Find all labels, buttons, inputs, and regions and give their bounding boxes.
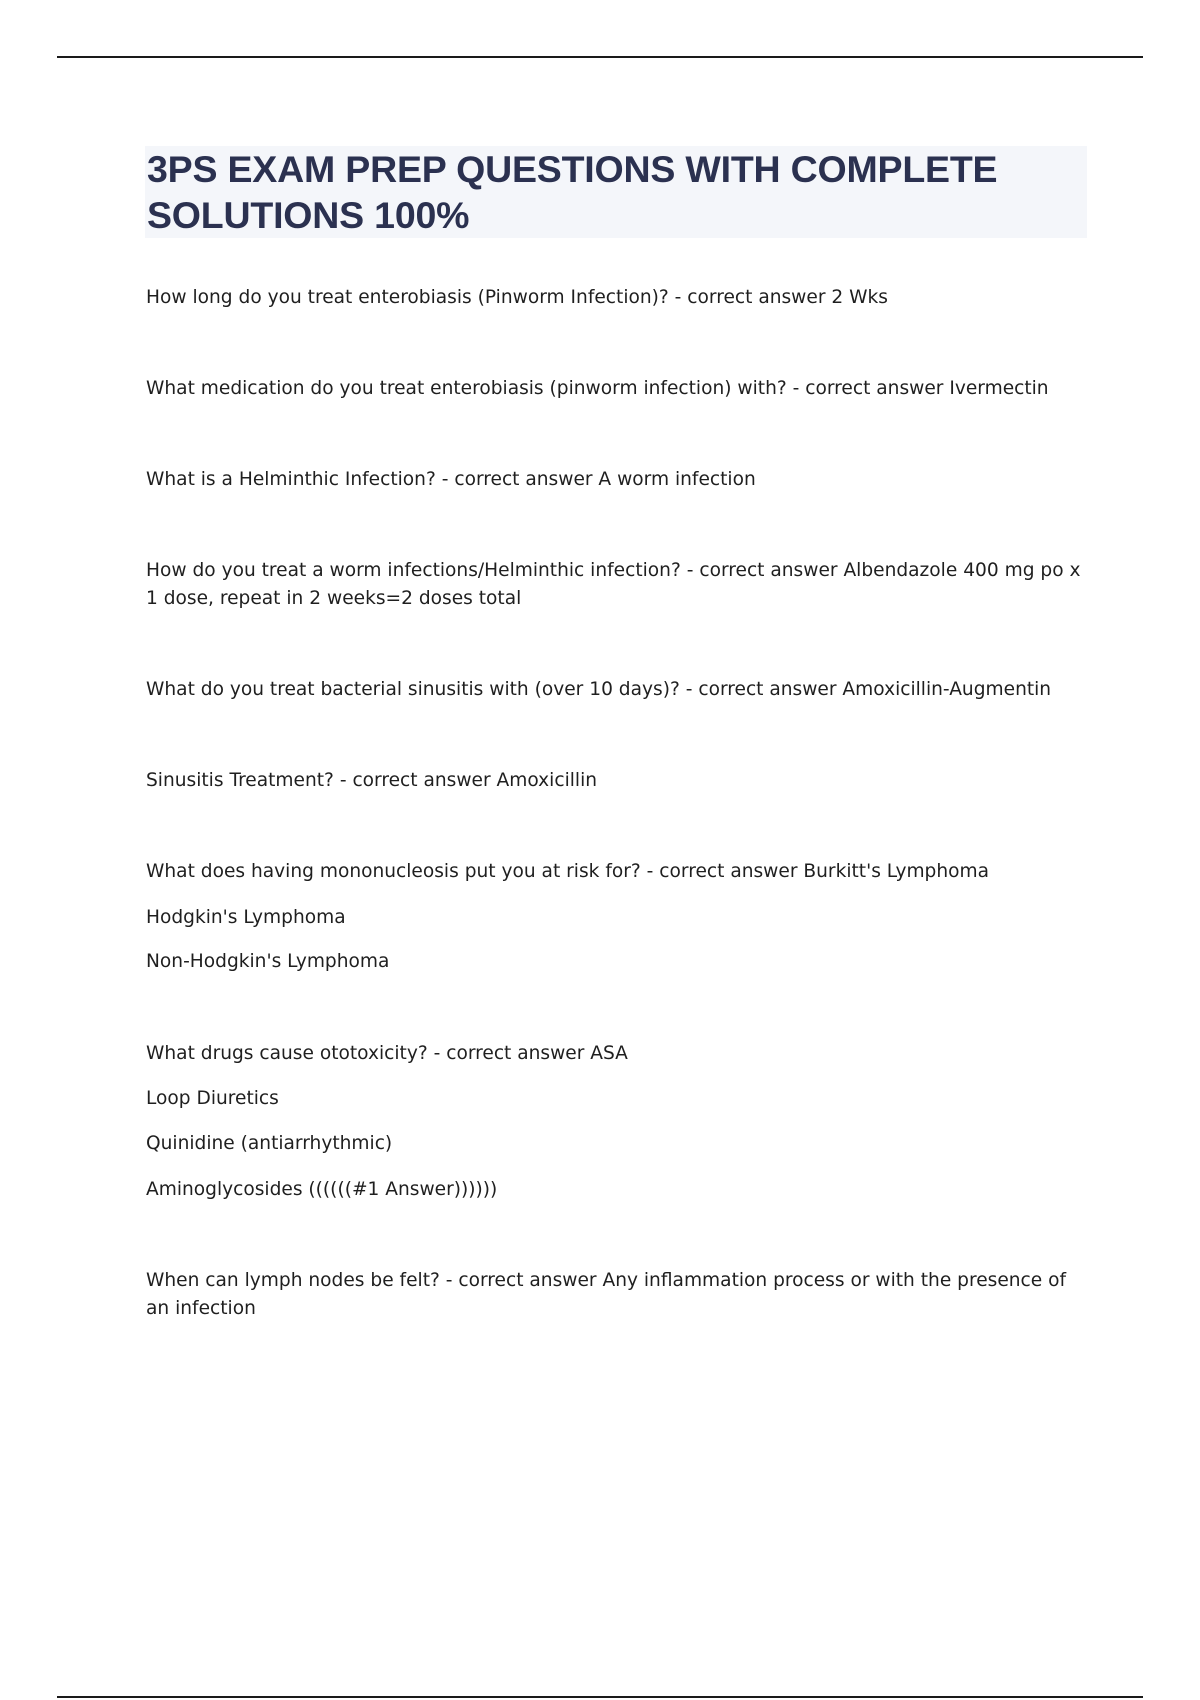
qa-item: What medication do you treat enterobiasis (pinworm infection) with? - correct answer Ivermectin — [146, 378, 1049, 399]
qa-item: Sinusitis Treatment? - correct answer Amoxicillin — [146, 770, 598, 791]
title-line-2: SOLUTIONS 100% — [147, 194, 470, 236]
qa-item-continuation: Non-Hodgkin's Lymphoma — [146, 951, 390, 972]
qa-item: How long do you treat enterobiasis (Pinworm Infection)? - correct answer 2 Wks — [146, 287, 888, 308]
qa-item: When can lymph nodes be felt? - correct answer Any inflammation process or with the presence of an infection — [146, 1270, 1067, 1319]
title-line-1: 3PS EXAM PREP QUESTIONS WITH COMPLETE — [147, 148, 998, 190]
bottom-rule — [57, 1696, 1143, 1698]
title-block — [145, 146, 1087, 238]
qa-item: What drugs cause ototoxicity? - correct answer ASA — [146, 1043, 628, 1064]
qa-item-continuation: Aminoglycosides ((((((#1 Answer)))))) — [146, 1179, 498, 1200]
document-title — [147, 146, 1087, 238]
qa-item: What is a Helminthic Infection? - correct answer A worm infection — [146, 469, 756, 490]
qa-item: How do you treat a worm infections/Helminthic infection? - correct answer Albendazole 400 mg po x 1 dose, repeat in 2 weeks=2 doses total — [146, 560, 1081, 609]
qa-item-continuation: Hodgkin's Lymphoma — [146, 907, 346, 928]
qa-item-continuation: Loop Diuretics — [146, 1088, 279, 1109]
qa-item: What does having mononucleosis put you at risk for? - correct answer Burkitt's Lymphoma — [146, 861, 990, 882]
qa-item: What do you treat bacterial sinusitis with (over 10 days)? - correct answer Amoxicillin-Augmentin — [146, 679, 1052, 700]
qa-item-continuation: Quinidine (antiarrhythmic) — [146, 1133, 393, 1154]
top-rule — [57, 56, 1143, 58]
